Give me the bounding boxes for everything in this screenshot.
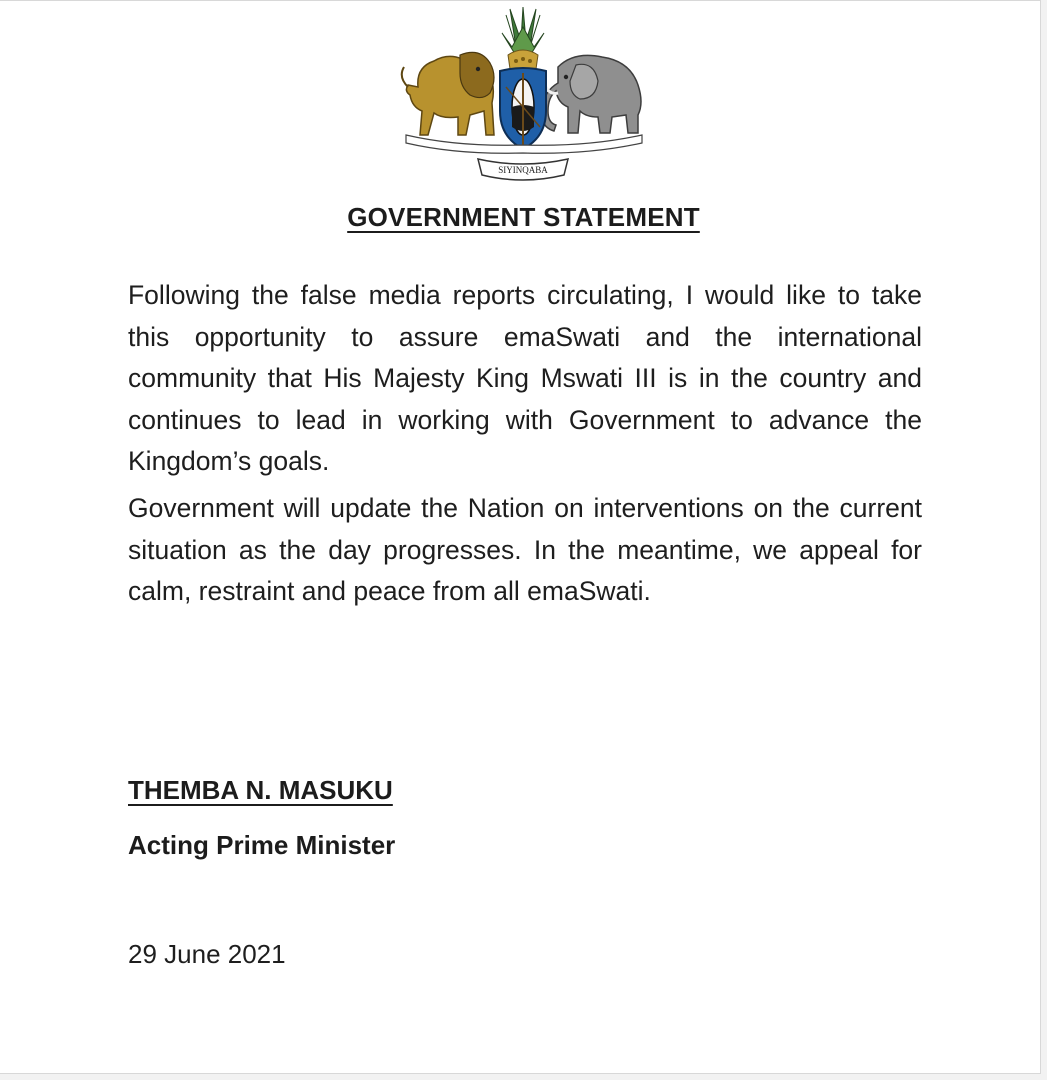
signatory-position: Acting Prime Minister bbox=[128, 830, 396, 860]
elephant-icon bbox=[542, 55, 641, 133]
crest-plume-icon bbox=[502, 7, 544, 69]
motto-text: SIYINQABA bbox=[498, 165, 548, 175]
statement-title-text: GOVERNMENT STATEMENT bbox=[347, 202, 700, 232]
signatory-name: THEMBA N. MASUKU bbox=[128, 775, 393, 805]
statement-title bbox=[0, 197, 1041, 234]
shield-icon bbox=[500, 68, 546, 149]
statement-date: 29 June 2021 bbox=[128, 939, 286, 969]
lion-icon bbox=[402, 52, 494, 135]
statement-paragraph-1: Following the false media reports circulating, I would like to take this opportunity to assure emaSwati and the international community that His Majesty King Mswati III is in the country and continues to lead in working with Government to advance the Kingdom’s goals. bbox=[128, 280, 922, 476]
coat-of-arms-emblem bbox=[398, 7, 648, 189]
statement-paragraph-2: Government will update the Nation on interventions on the current situation as the day progresses. In the meantime, we appeal for calm, restraint and peace from all emaSwati. bbox=[128, 493, 922, 606]
